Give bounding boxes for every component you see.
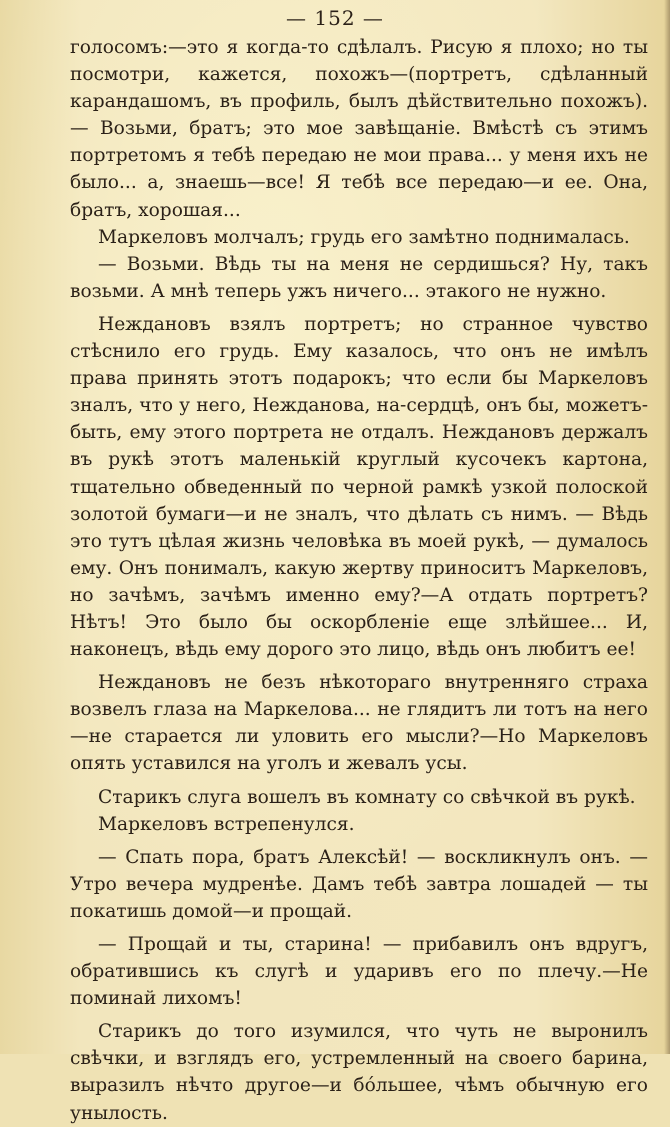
body-text xyxy=(70,34,648,1127)
paragraph: — Прощай и ты, старина! — прибавилъ онъ вдругъ, обратившись къ слугѣ и ударивъ его по плечу.—Не поминай лихомъ! xyxy=(70,934,648,1010)
paragraph: Маркеловъ молчалъ; грудь его замѣтно поднималась. xyxy=(98,226,630,248)
page-number: — 152 — xyxy=(286,6,384,30)
paragraph: Маркеловъ встрепенулся. xyxy=(98,813,355,835)
paragraph: Неждановъ взялъ портретъ; но странное чувство стѣснило его грудь. Ему казалось, что онъ не имѣлъ права принять этотъ подарокъ; что если бы Маркеловъ зналъ, что у него, Нежданова, на-сердцѣ, онъ бы, можетъ-быть, ему этого портрета не отдалъ. Неждановъ держалъ въ рукѣ этотъ маленькій круглый кусочекъ картона, тщательно обведенный по черной рамкѣ узкой полоской золотой бумаги—и не зналъ, что дѣлать съ нимъ. — Вѣдь это тутъ цѣлая жизнь человѣка въ моей рукѣ, — думалось ему. Онъ понималъ, какую жертву приноситъ Маркеловъ, но зачѣмъ, зачѣмъ именно ему?—А отдать портретъ? Нѣтъ! Это было бы оскорбленіе еще злѣйшее... И, наконецъ, вѣдь ему дорого это лицо, вѣдь онъ любитъ ее! xyxy=(70,313,648,661)
paragraph: Неждановъ не безъ нѣкотораго внутренняго страха возвелъ глаза на Маркелова... не глядитъ ли тотъ на него—не старается ли уловить его мысли?—Но Маркеловъ опять уставился на уголъ и жевалъ усы. xyxy=(70,672,648,775)
paragraph: — Спать пора, братъ Алексѣй! — воскликнулъ онъ. — Утро вечера мудренѣе. Дамъ тебѣ завтра лошадей — ты покатишь домой—и прощай. xyxy=(70,846,648,922)
paragraph: Старикъ до того изумился, что чуть не выронилъ свѣчки, и взглядъ его, устремленный на своего барина, выразилъ нѣчто другое—и бо́льшее, чѣмъ обычную его унылость. xyxy=(70,1021,648,1124)
paragraph: голосомъ:—это я когда-то сдѣлалъ. Рисую я плохо; но ты посмотри, кажется, похожъ—(портретъ, сдѣланный карандашомъ, въ профиль, былъ дѣйствительно похожъ). — Возьми, братъ; это мое завѣщаніе. Вмѣстѣ съ этимъ портретомъ я тебѣ передаю не мои права... у меня ихъ не было... а, знаешь—все! Я тебѣ все передаю—и ее. Она, братъ, хорошая... xyxy=(70,37,648,221)
paragraph: Старикъ слуга вошелъ въ комнату со свѣчкой въ рукѣ. xyxy=(98,786,636,808)
paragraph: — Возьми. Вѣдь ты на меня не сердишься? Ну, такъ возьми. А мнѣ теперь ужъ ничего... этакого не нужно. xyxy=(70,253,648,302)
page-edge-shadow xyxy=(664,0,670,1054)
